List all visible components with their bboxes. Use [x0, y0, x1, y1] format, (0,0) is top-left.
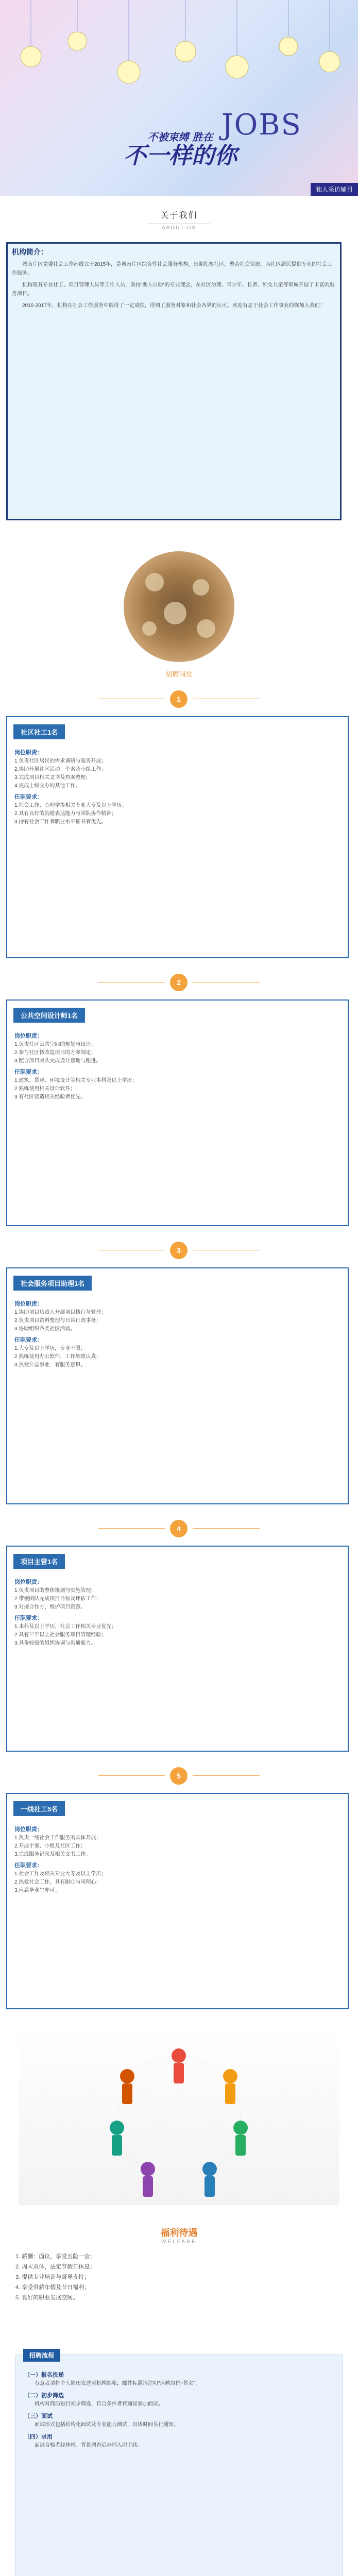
job-number-badge: 2: [170, 974, 187, 991]
process-step-body: 有意者请将个人简历发送至机构邮箱，邮件标题请注明“应聘岗位+姓名”。: [35, 2381, 201, 2386]
process-step-head: （三）面试: [24, 2413, 53, 2419]
process-step-head: （四）录用: [24, 2434, 53, 2440]
job-line: 2.开展个案、小组及社区工作；: [14, 1843, 86, 1849]
job-line: 1.负责社区公共空间的规划与设计；: [14, 1042, 96, 1047]
job-section-label: 岗位职责：: [14, 1826, 43, 1833]
process-step-head: （一）报名投递: [24, 2372, 64, 2378]
welfare-item: 4. 享受带薪年假及节日福利；: [15, 2284, 90, 2291]
welfare-item: 1. 薪酬：面议，享受五险一金；: [15, 2253, 96, 2260]
job-title: 公共空间设计师1名: [13, 1008, 85, 1023]
job-body: [14, 1029, 340, 1101]
job-line: 3.完成服务记录及相关文书工作。: [14, 1852, 91, 1857]
hero-banner: [0, 0, 358, 196]
job-line: 1.社会工作及相关专业大专及以上学历；: [14, 1871, 107, 1877]
job-line: 1.大专及以上学历，专业不限；: [14, 1346, 86, 1351]
job-card-supervisor: [6, 1546, 349, 1752]
job-title: 项目主管1名: [13, 1554, 65, 1569]
job-line: 1.负责社区居民的需求调研与服务开展；: [14, 758, 107, 764]
job-line: 3.配合项目团队完成设计落地与跟进。: [14, 1058, 101, 1064]
job-number-badge: 5: [170, 1767, 187, 1785]
process-tag: 招聘流程: [23, 2349, 60, 2362]
hero-line1: 不被束缚 胜在: [147, 131, 213, 143]
intro-paragraph: 城南片区党委社会工作部成立于2015年，是城南片区综合性社会服务机构，长期扎根社区，整合社会资源，为社区居民提供专业的社会工作服务。: [12, 262, 333, 276]
job-title: 社会服务项目助理1名: [13, 1276, 92, 1291]
welfare-title: 福利待遇: [160, 2228, 198, 2238]
job-number-badge: 3: [170, 1242, 187, 1259]
job-section-label: 岗位职责：: [14, 750, 43, 756]
job-card-assistant: [6, 1267, 349, 1504]
job-section-label: 任职要求：: [14, 1615, 43, 1621]
job-section-label: 岗位职责：: [14, 1033, 43, 1039]
about-subtitle: ABOUT US: [162, 225, 196, 231]
job-line: 2.热爱社会工作，具有耐心与同理心；: [14, 1879, 101, 1885]
job-line: 3.对接合作方，维护项目资源。: [14, 1604, 86, 1610]
job-line: 1.建筑、景观、环境设计等相关专业本科及以上学历；: [14, 1078, 138, 1083]
job-line: 2.参与社区微改造项目的方案制定；: [14, 1050, 96, 1056]
hero-corner-tag: 独人采访辅目: [311, 183, 358, 196]
job-line: 2.熟练使用相关设计软件；: [14, 1086, 76, 1092]
process-step-body: 面试合格者经体检、背景调查后办理入职手续。: [35, 2443, 143, 2448]
welfare-subtitle: WELFARE: [161, 2239, 197, 2245]
job-section-label: 任职要求：: [14, 794, 43, 800]
job-line: 2.协助开展社区活动、个案及小组工作；: [14, 767, 107, 772]
intro-box: [6, 242, 342, 520]
positions-label: 招聘岗位: [165, 670, 193, 678]
intro-paragraph: 机构现有专业社工、项目管理人员等工作人员，秉持“助人自助”的专业理念，在社区治理、青少年、长者、妇女儿童等领域开展了丰富的服务项目。: [12, 282, 335, 297]
process-box: [15, 2354, 343, 2576]
job-card-social-worker: [6, 716, 349, 958]
job-line: 3.热爱公益事业，有服务意识。: [14, 1362, 86, 1368]
about-heading: [0, 209, 358, 231]
job-line: 3.有社区营造相关经验者优先。: [14, 1094, 86, 1100]
paper-people-circle-image: [19, 2025, 339, 2205]
job-line: 2.具有三年以上社会服务项目管理经验；: [14, 1632, 107, 1638]
job-section-label: 任职要求：: [14, 1069, 43, 1075]
intro-paragraph: 2016-2017年，机构在社会工作服务中取得了一定成绩，得到了服务对象和社会各界的认可。欢迎有志于社会工作事业的你加入我们！: [22, 303, 325, 309]
process-steps: [24, 2367, 334, 2450]
welfare-heading: [0, 2226, 358, 2245]
job-number-badge: 4: [170, 1520, 187, 1537]
job-line: 3.完成项目相关文书及档案整理；: [14, 775, 91, 781]
job-card-designer: [6, 999, 349, 1226]
job-section-label: 任职要求：: [14, 1337, 43, 1343]
welfare-list: [15, 2251, 343, 2303]
process-step-body: 机构对简历进行初步筛选，符合条件者将通知参加面试。: [35, 2401, 163, 2407]
job-line: 3.协助组织各类社区活动。: [14, 1326, 76, 1332]
job-line: 1.负责项目的整体规划与实施管理；: [14, 1588, 96, 1594]
job-body: [14, 1823, 340, 1895]
intro-heading: 机构简介：: [12, 248, 48, 256]
job-line: 1.协助项目负责人开展项目执行与管理；: [14, 1310, 107, 1315]
job-line: 2.负责项目资料整理与日常行政事务；: [14, 1318, 101, 1324]
welfare-item: 2. 周末双休，法定节假日休息；: [15, 2264, 96, 2270]
job-line: 3.具备较强的组织协调与沟通能力。: [14, 1640, 96, 1646]
welfare-item: 3. 提供专业培训与督导支持；: [15, 2274, 90, 2280]
hero-line2: 不一样的你: [124, 143, 237, 169]
job-line: 2.具有良好的沟通表达能力与团队协作精神；: [14, 811, 117, 817]
job-section-label: 岗位职责：: [14, 1301, 43, 1307]
welfare-item: 5. 良好的职业发展空间。: [15, 2295, 79, 2301]
job-title: 一线社工5名: [13, 1801, 65, 1816]
process-step-head: （二）初步筛选: [24, 2393, 64, 2399]
hero-jobs-text: JOBS: [221, 108, 302, 142]
job-body: [14, 1297, 340, 1369]
job-section-label: 岗位职责：: [14, 1579, 43, 1585]
job-body: [14, 1575, 340, 1648]
job-title: 社区社工1名: [13, 724, 65, 739]
job-body: [14, 746, 340, 826]
job-line: 2.带领团队完成项目目标及评估工作；: [14, 1596, 101, 1602]
job-line: 2.熟练使用办公软件，工作细致认真；: [14, 1354, 101, 1360]
job-line: 1.社会工作、心理学等相关专业大专及以上学历；: [14, 803, 127, 808]
job-number-badge: 1: [170, 690, 187, 708]
about-title: 关于我们: [160, 211, 198, 220]
process-step-body: 面试形式包括结构化面试及专业能力测试，具体时间另行通知。: [35, 2422, 179, 2428]
job-line: 4.完成上级交办的其他工作。: [14, 783, 81, 789]
job-card-frontline: [6, 1793, 349, 2009]
job-section-label: 任职要求：: [14, 1862, 43, 1869]
handprints-image: [124, 551, 234, 662]
job-line: 3.持有社会工作者职业水平证书者优先。: [14, 819, 107, 825]
job-line: 3.应届毕业生亦可。: [14, 1888, 60, 1893]
job-line: 1.负责一线社会工作服务的具体开展；: [14, 1835, 101, 1841]
job-line: 1.本科及以上学历，社会工作相关专业优先；: [14, 1624, 117, 1630]
